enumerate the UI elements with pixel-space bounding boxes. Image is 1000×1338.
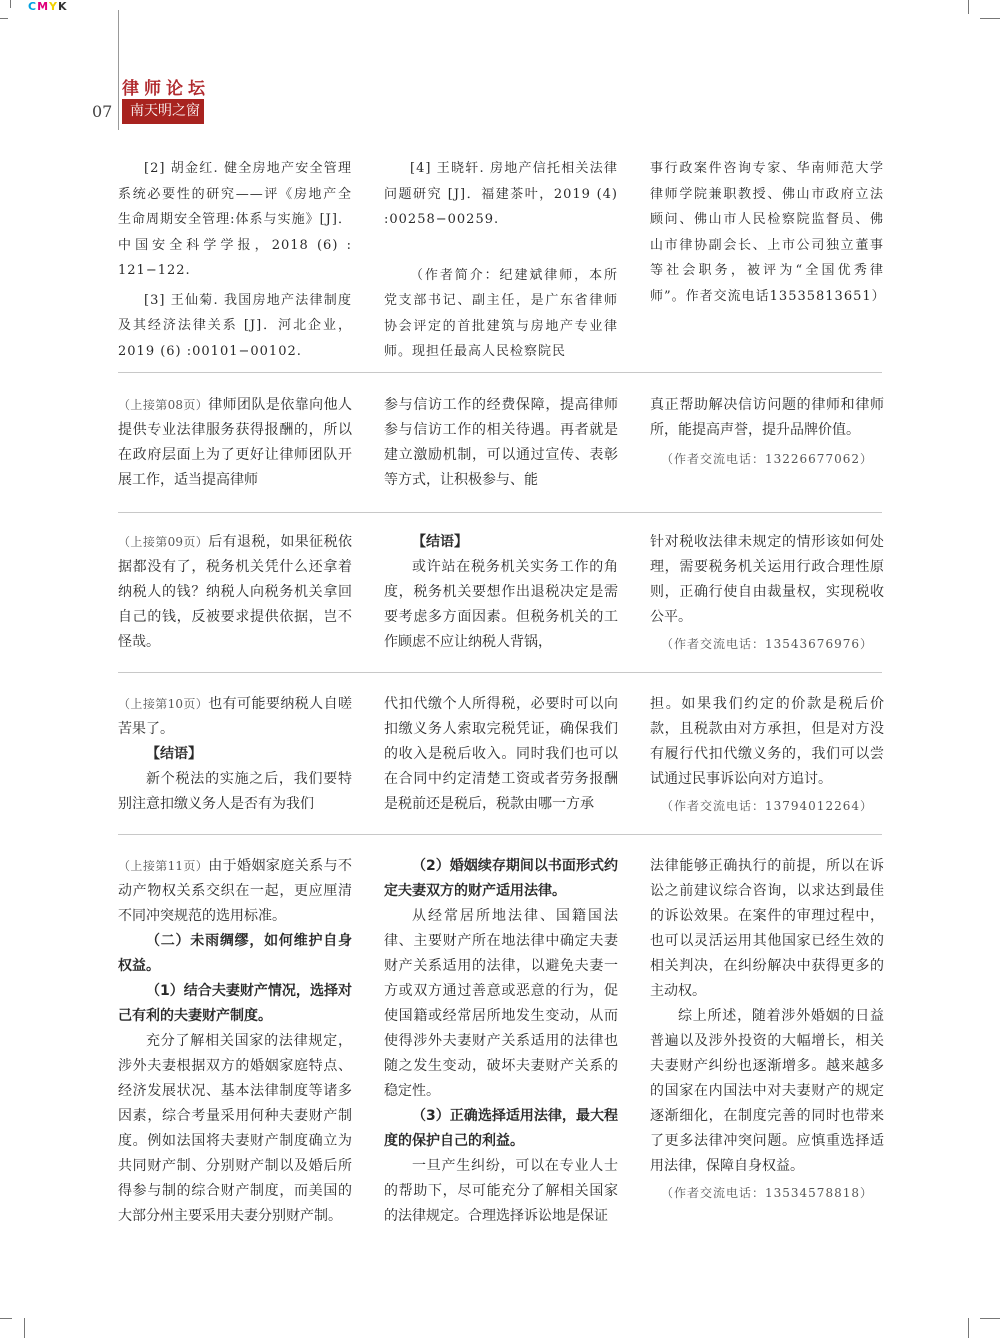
continued-from-label: （上接第09页） — [118, 535, 209, 549]
author-contact: （作者交流电话：13226677062） — [661, 452, 873, 466]
cmyk-print-mark: CMYK — [28, 0, 68, 13]
subheading-2-3: （3）正确选择适用法律，最大程度的保护自己的利益。 — [384, 1108, 618, 1149]
article-continuation-09-col3: 针对税收法律未规定的情形该如何处理，需要税务机关运用行政合理性原则，正确行使自由裁量权，实现税收公平。 （作者交流电话：13543676976） — [650, 530, 884, 657]
header-rule — [118, 10, 119, 130]
conclusion-heading: 【结语】 — [146, 746, 202, 762]
reference-2: [2] 胡金红. 健全房地产安全管理系统必要性的研究——评《房地产全生命周期安全管理:体系与实施》[J]．中国安全科学学报，2018 (6) : 121−122. — [118, 161, 352, 278]
column-name-badge: 南天明之窗 — [122, 99, 204, 124]
conclusion-heading: 【结语】 — [412, 534, 468, 550]
crop-mark — [968, 1318, 969, 1338]
author-contact: （作者交流电话：13543676976） — [661, 637, 873, 651]
crop-mark — [24, 1318, 25, 1338]
article-continuation-10: （上接第10页）也有可能要纳税人自嗟苦果了。 【结语】 新个税法的实施之后，我们要特别注意扣缴义务人是否有为我们 — [118, 696, 352, 812]
article-continuation-11-col3: 法律能够正确执行的前提，所以在诉讼之前建议综合咨询，以求达到最佳的诉讼效果。在案件的审理过程中，也可以灵活运用其他国家已经生效的相关判决，在纠纷解决中获得更多的主动权。 综上所述，随着涉外婚姻的日益普遍以及涉外投资的大幅增长，相关夫妻财产纠纷也逐渐增多。越来越多的国家在内国法中对夫妻财产的规定逐渐细化，在制度完善的同时也带来了更多法律冲突问题。应慎重选择适用法律，保障自身权益。 （作者交流电话：13534578818） — [650, 854, 884, 1206]
crop-mark — [10, 0, 11, 8]
article-continuation-08-col2: 参与信访工作的经费保障，提高律师参与信访工作的相关待遇。再者就是建立激励机制，可以通过宣传、表彰等方式，让积极参与、能 — [384, 397, 618, 488]
article-continuation-08-col3: 真正帮助解决信访问题的律师和律师所，能提高声誉，提升品牌价值。 （作者交流电话：13226677062） — [650, 393, 884, 472]
section-title: 律师论坛 — [122, 79, 210, 99]
crop-mark — [980, 18, 1000, 19]
subheading-2-2: （2）婚姻续存期间以书面形式约定夫妻双方的财产适用法律。 — [384, 858, 618, 899]
author-bio-start: （作者简介：纪建斌律师，本所党支部书记、副主任，是广东省律师协会评定的首批建筑与房地产专业律师。现担任最高人民检察院民 — [384, 267, 618, 359]
crop-mark — [968, 0, 969, 14]
subheading-2: （二）未雨绸缪，如何维护自身权益。 — [118, 933, 352, 974]
article-continuation-08: （上接第08页）律师团队是依靠向他人提供专业法律服务获得报酬的，所以在政府层面上为了更好让律师团队开展工作，适当提高律师 — [118, 397, 352, 488]
article-continuation-11-col2: （2）婚姻续存期间以书面形式约定夫妻双方的财产适用法律。 从经常居所地法律、国籍国法律、主要财产所在地法律中确定夫妻财产关系适用的法律，以避免夫妻一方或双方通过善意或恶意的行为，促使国籍或经常居所地发生变动，从而使得涉外夫妻财产关系适用的法律也随之发生变动，破坏夫妻财产关系的稳定性。 （3）正确选择适用法律，最大程度的保护自己的利益。 一旦产生纠纷，可以在专业人士的帮助下，尽可能充分了解相关国家的法律规定。合理选择诉讼地是保证 — [384, 854, 618, 1229]
subheading-2-1: （1）结合夫妻财产情况，选择对己有利的夫妻财产制度。 — [118, 983, 352, 1024]
continued-from-label: （上接第11页） — [118, 859, 209, 873]
author-contact: （作者交流电话：13534578818） — [661, 1186, 873, 1200]
reference-3: [3] 王仙菊. 我国房地产法律制度及其经济法律关系 [J]．河北企业，2019 (6) :00101−00102. — [118, 292, 352, 359]
references-column-2 — [384, 156, 618, 365]
author-bio-continued: 事行政案件咨询专家、华南师范大学律师学院兼职教授、佛山市政府立法顾问、佛山市人民检察院监督员、佛山市律协副会长、上市公司独立董事等社会职务，被评为“全国优秀律师”。作者交流电话13535813651） — [650, 161, 886, 304]
crop-mark — [0, 1318, 12, 1319]
continued-from-label: （上接第08页） — [118, 398, 209, 412]
reference-4: [4] 王晓轩. 房地产信托相关法律问题研究 [J]．福建茶叶，2019 (4) :00258−00259. — [384, 161, 618, 227]
page-number: 07 — [92, 102, 113, 121]
continued-from-label: （上接第10页） — [118, 697, 209, 711]
article-continuation-10-col3: 担。如果我们约定的价款是税后价款，且税款由对方承担，但是对方没有履行代扣代缴义务的，我们可以尝试通过民事诉讼向对方追讨。 （作者交流电话：13794012264） — [650, 692, 884, 819]
article-continuation-09: （上接第09页）后有退税，如果征税依据都没有了，税务机关凭什么还拿着纳税人的钱？纳税人向税务机关拿回自己的钱，反被要求提供依据，岂不怪哉。 — [118, 534, 352, 650]
article-continuation-11: （上接第11页）由于婚姻家庭关系与不动产物权关系交织在一起，更应厘清不同冲突规范的选用标准。 （二）未雨绸缪，如何维护自身权益。 （1）结合夫妻财产情况，选择对己有利的夫妻财产制度。 充分了解相关国家的法律规定，涉外夫妻根据双方的婚姻家庭特点、经济发展状况、基本法律制度等诸多因素，综合考量采用何种夫妻财产制度。例如法国将夫妻财产制度确立为共同财产制、分别财产制以及婚后所得参与制的综合财产制度，而美国的大部分州主要采用夫妻分别财产制。 — [118, 858, 352, 1224]
crop-mark — [980, 1318, 1000, 1319]
section-divider — [118, 512, 882, 513]
section-divider — [118, 372, 882, 373]
section-divider — [118, 834, 882, 835]
author-contact: （作者交流电话：13794012264） — [661, 799, 873, 813]
author-bio-column — [650, 156, 884, 309]
article-continuation-10-col2: 代扣代缴个人所得税，必要时可以向扣缴义务人索取完税凭证，确保我们的收入是税后收入。同时我们也可以在合同中约定清楚工资或者劳务报酬是税前还是税后，税款由哪一方承 — [384, 696, 618, 812]
crop-mark — [0, 18, 8, 19]
section-divider — [118, 672, 882, 673]
references-column-1 — [118, 156, 352, 364]
article-continuation-09-col2: 【结语】 或许站在税务机关实务工作的角度，税务机关要想作出退税决定是需要考虑多方面因素。但税务机关的工作顾虑不应让纳税人背锅， — [384, 530, 618, 655]
